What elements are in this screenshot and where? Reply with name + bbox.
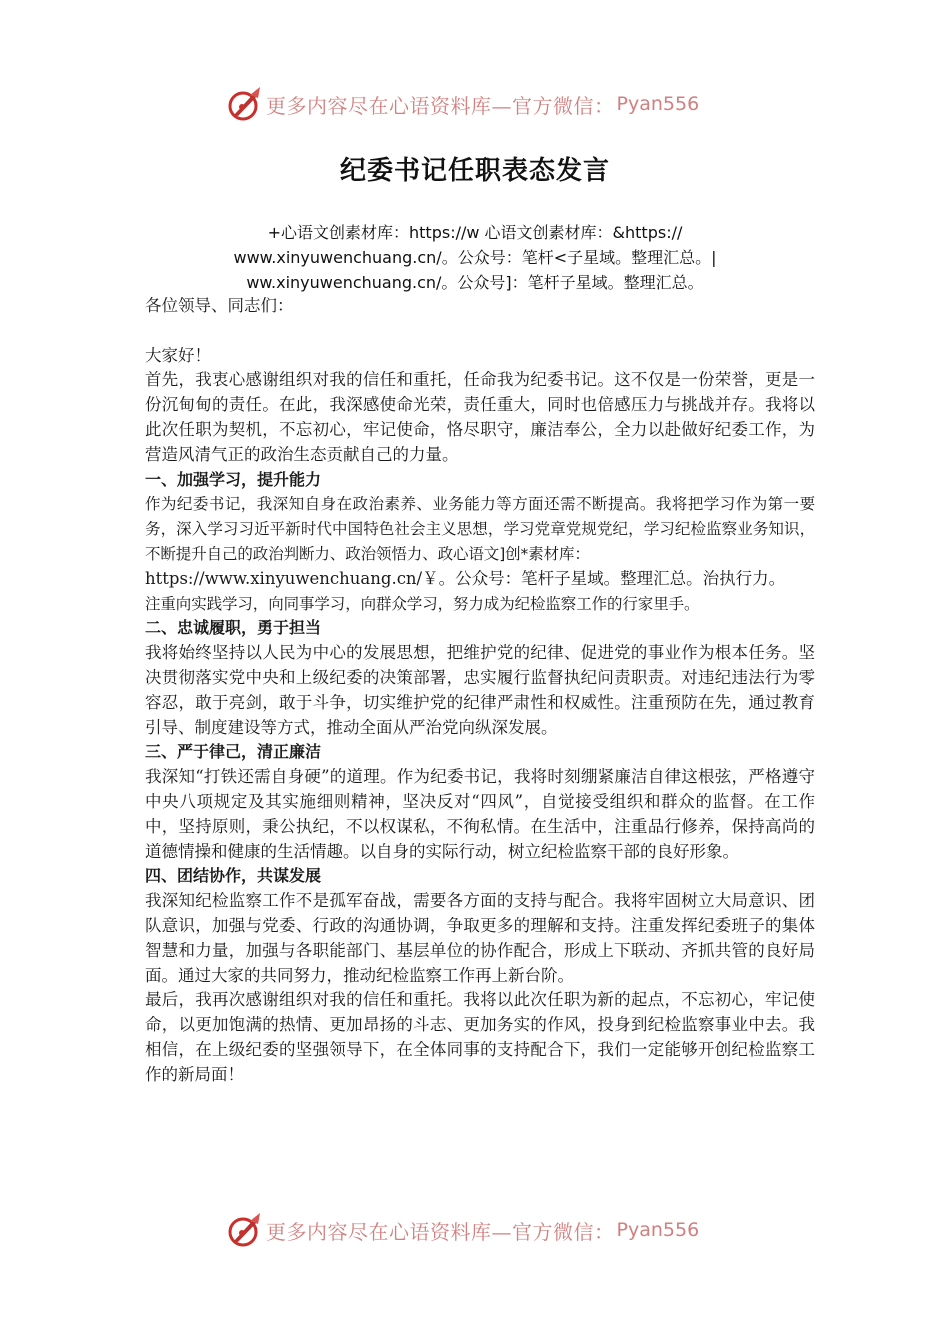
source-notice-line-3: ww.xinyuwenchuang.cn/。公众号]：笔杆子星域。整理汇总。 (246, 273, 704, 292)
quill-pen-logo-icon (226, 1211, 264, 1249)
blank-line (145, 319, 815, 344)
banner-slogan: 更多内容尽在心语资料库—官方微信： (266, 1219, 615, 1244)
document-title: 纪委书记任职表态发言 (339, 156, 610, 186)
section-paragraph-2: 我将始终坚持以人民为中心的发展思想，把维护党的纪律、促进党的事业作为根本任务。坚决贯彻落实党中央和上级纪委的决策部署，忠实履行监督执纪问责职责。对违纪违法行为零容忍，敢于亮剑，敢于斗争，切实维护党的纪律严肃性和权威性。注重预防在先，通过教育引导、制度建设等方式，推动全面从严治党向纵深发展。 (145, 643, 815, 737)
speech-body (145, 294, 815, 1088)
footer-banner (226, 1210, 746, 1250)
section-paragraph-4: 我深知纪检监察工作不是孤军奋战，需要各方面的支持与配合。我将牢固树立大局意识、团队意识，加强与党委、行政的沟通协调，争取更多的理解和支持。注重发挥纪委班子的集体智慧和力量，加强与各职能部门、基层单位的协作配合，形成上下联动、齐抓共管的良好局面。通过大家的共同努力，推动纪检监察工作再上新台阶。 (145, 891, 815, 985)
quill-pen-logo-icon (226, 85, 264, 123)
section-heading-2: 二、忠诚履职，勇于担当 (145, 618, 322, 638)
section-heading-4: 四、团结协作，共谋发展 (145, 866, 322, 886)
banner-slogan: 更多内容尽在心语资料库—官方微信： (266, 93, 615, 118)
section-paragraph-1b: https://www.xinyuwenchuang.cn/￥。公众号：笔杆子星域。整理汇总。治执行力。 (145, 568, 786, 588)
banner-wechat-id: Pyan556 (616, 1219, 700, 1241)
source-notice-line-2: www.xinyuwenchuang.cn/。公众号：笔杆<子星域。整理汇总。| (233, 248, 717, 267)
banner-wechat-id: Pyan556 (616, 93, 700, 115)
salutation: 各位领导、同志们： (145, 296, 294, 315)
source-notice-line-1: +心语文创素材库：https://w 心语文创素材库：&https:// (267, 223, 683, 242)
section-paragraph-1a: 作为纪委书记，我深知自身在政治素养、业务能力等方面还需不断提高。我将把学习作为第一要务，深入学习习近平新时代中国特色社会主义思想，学习党章党规党纪，学习纪检监察业务知识，不断提升自己的政治判断力、政治领悟力、政心语文]创*素材库： (145, 495, 815, 563)
section-paragraph-3: 我深知“打铁还需自身硬”的道理。作为纪委书记，我将时刻绷紧廉洁自律这根弦，严格遵守中央八项规定及其实施细则精神，坚决反对“四风”，自觉接受组织和群众的监督。在工作中，坚持原则，秉公执纪，不以权谋私，不徇私情。在生活中，注重品行修养，保持高尚的道德情操和健康的生活情趣。以自身的实际行动，树立纪检监察干部的良好形象。 (145, 767, 815, 861)
section-paragraph-1c: 注重向实践学习，向同事学习，向群众学习，努力成为纪检监察工作的行家里手。 (145, 594, 700, 613)
intro-paragraph: 首先，我衷心感谢组织对我的信任和重托，任命我为纪委书记。这不仅是一份荣誉，更是一份沉甸甸的责任。在此，我深感使命光荣，责任重大，同时也倍感压力与挑战并存。我将以此次任职为契机，不忘初心，牢记使命，恪尽职守，廉洁奉公，全力以赴做好纪委工作，为营造风清气正的政治生态贡献自己的力量。 (145, 370, 815, 464)
greeting: 大家好！ (145, 345, 211, 365)
closing-paragraph: 最后，我再次感谢组织对我的信任和重托。我将以此次任职为新的起点，不忘初心，牢记使命，以更加饱满的热情、更加昂扬的斗志、更加务实的作风，投身到纪检监察事业中去。我相信，在上级纪委的坚强领导下，在全体同事的支持配合下，我们一定能够开创纪检监察工作的新局面！ (145, 990, 815, 1084)
source-notice (140, 220, 810, 295)
header-banner (226, 84, 746, 124)
section-heading-1: 一、加强学习，提升能力 (145, 469, 322, 489)
section-heading-3: 三、严于律己，清正廉洁 (145, 742, 322, 762)
